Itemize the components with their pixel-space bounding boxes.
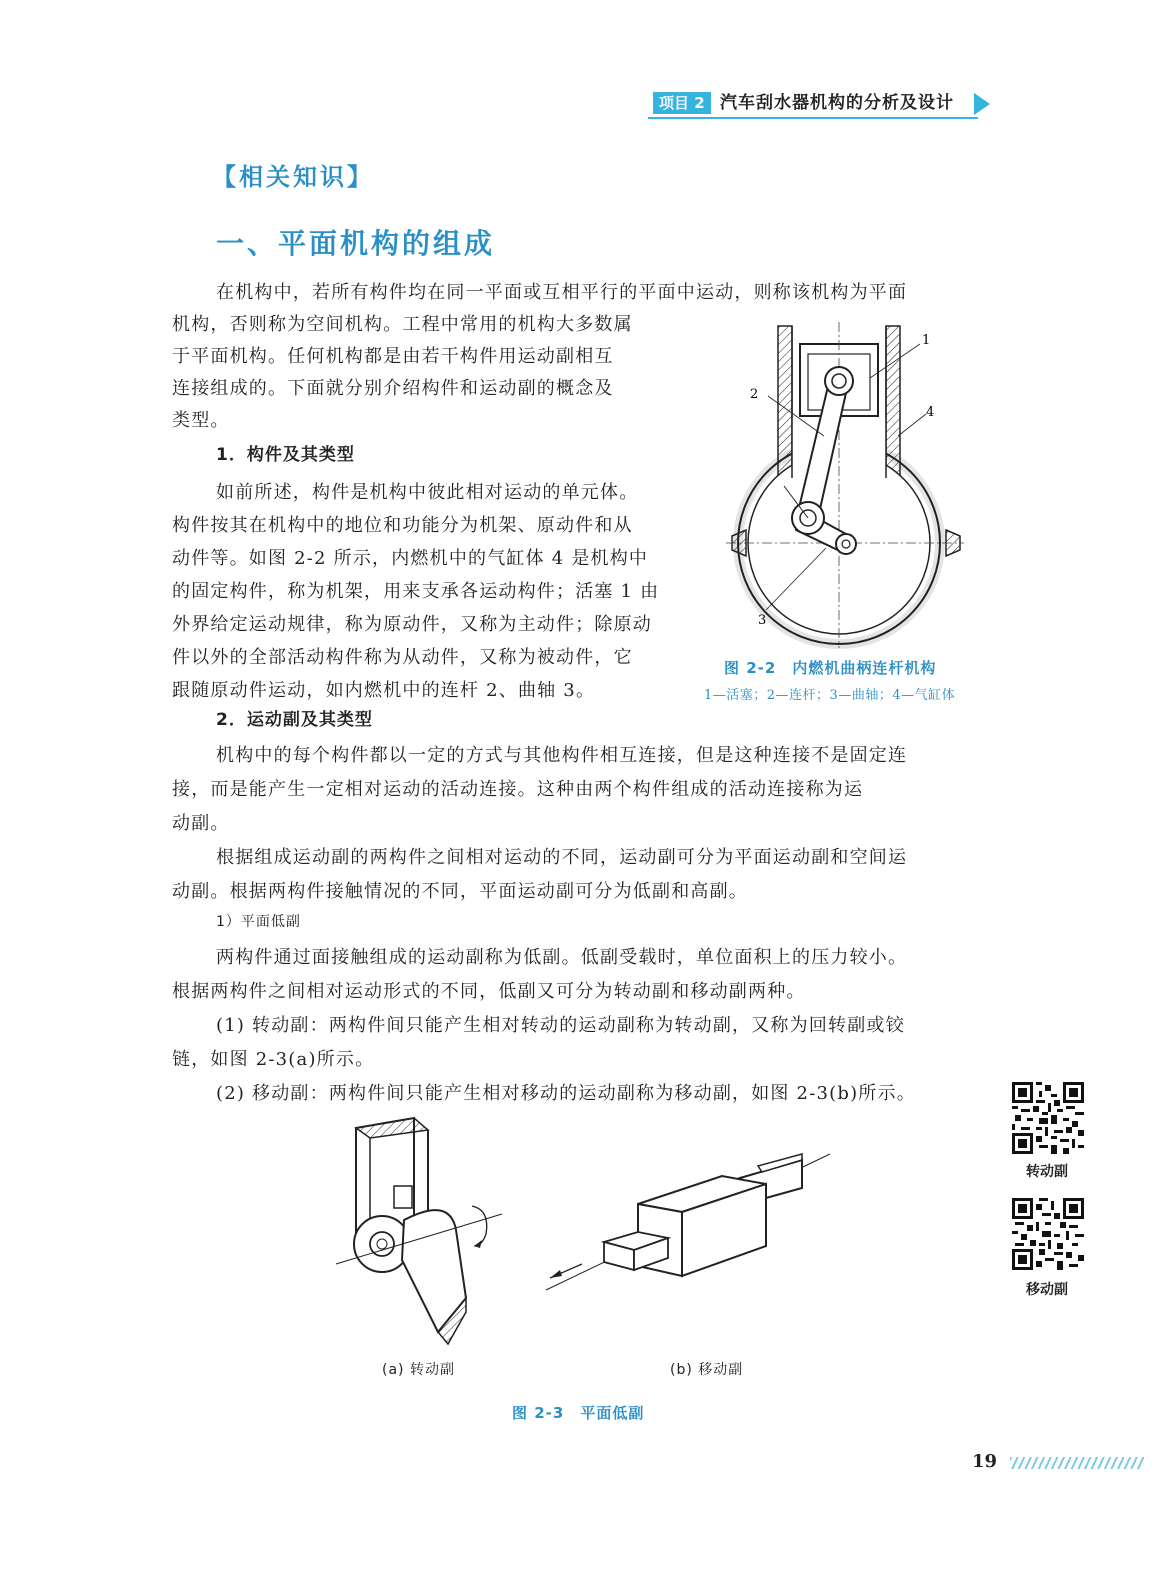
header-title: 汽车刮水器机构的分析及设计 (720, 93, 954, 113)
paragraph-line: 于平面机构。任何机构都是由若干构件用运动副相互 (172, 346, 614, 367)
figure-engine-crank-mechanism (720, 318, 990, 658)
header-project-tag: 项目 2 (653, 92, 711, 114)
page-number: 19 (972, 1451, 998, 1472)
paragraph-line: (1) 转动副：两构件间只能产生相对转动的运动副称为转动副，又称为回转副或铰 (216, 1015, 905, 1036)
figure-revolute-pair (330, 1110, 510, 1360)
subheading-kinematic-pairs: 2．运动副及其类型 (216, 710, 373, 730)
qr-code-revolute[interactable] (1012, 1082, 1084, 1154)
paragraph-line: 根据两构件之间相对运动形式的不同，低副又可分为转动副和移动副两种。 (172, 981, 806, 1002)
footer-stripes (1010, 1457, 1144, 1469)
paragraph-line: 连接组成的。下面就分别介绍构件和运动副的概念及 (172, 378, 614, 399)
paragraph-line: (2) 移动副：两构件间只能产生相对移动的运动副称为移动副，如图 2-3(b)所示。 (216, 1083, 916, 1104)
label-rod: 2 (750, 387, 759, 402)
paragraph-line: 件以外的全部活动构件称为从动件，又称为被动件，它 (172, 647, 633, 668)
paragraph-line: 类型。 (172, 410, 230, 431)
paragraph-line: 机构中的每个构件都以一定的方式与其他构件相互连接，但是这种连接不是固定连 (216, 745, 908, 766)
label-piston: 1 (922, 333, 931, 348)
paragraph-line: 构件按其在机构中的地位和功能分为机架、原动件和从 (172, 515, 633, 536)
paragraph-line: 根据组成运动副的两构件之间相对运动的不同，运动副可分为平面运动副和空间运 (216, 847, 908, 868)
paragraph-line: 链，如图 2-3(a)所示。 (172, 1049, 375, 1070)
subheading-components: 1．构件及其类型 (216, 445, 355, 465)
figure-2-3a-label: (a) 转动副 (382, 1362, 455, 1378)
figure-2-2-legend: 1—活塞；2—连杆；3—曲轴；4—气缸体 (704, 688, 956, 703)
label-cylinder: 4 (926, 405, 935, 420)
subheading-lower-pair: 1）平面低副 (216, 914, 301, 930)
qr-label-prismatic: 移动副 (1026, 1282, 1068, 1298)
figure-2-3b-label: (b) 移动副 (670, 1362, 744, 1378)
qr-code-prismatic[interactable] (1012, 1198, 1084, 1270)
section-title: 一、平面机构的组成 (216, 227, 496, 260)
paragraph-line: 的固定构件，称为机架，用来支承各运动构件；活塞 1 由 (172, 581, 660, 602)
qr-label-revolute: 转动副 (1026, 1164, 1068, 1180)
paragraph-line: 动件等。如图 2-2 所示，内燃机中的气缸体 4 是机构中 (172, 548, 649, 569)
paragraph-line: 接，而是能产生一定相对运动的活动连接。这种由两个构件组成的活动连接称为运 (172, 779, 864, 800)
paragraph-line: 跟随原动件运动，如内燃机中的连杆 2、曲轴 3。 (172, 680, 596, 701)
figure-2-3-caption: 图 2-3 平面低副 (512, 1404, 645, 1422)
paragraph-line: 动副。根据两构件接触情况的不同，平面运动副可分为低副和高副。 (172, 881, 748, 902)
paragraph-line: 动副。 (172, 813, 230, 834)
label-crank: 3 (758, 613, 767, 628)
section-label: 【相关知识】 (212, 163, 374, 191)
header-rule (648, 117, 978, 119)
header-arrow-icon (974, 93, 990, 115)
figure-2-2-caption: 图 2-2 内燃机曲柄连杆机构 (724, 659, 937, 677)
paragraph-line: 在机构中，若所有构件均在同一平面或互相平行的平面中运动，则称该机构为平面 (216, 282, 908, 303)
figure-prismatic-pair (540, 1140, 840, 1300)
paragraph-line: 外界给定运动规律，称为原动件，又称为主动件；除原动 (172, 614, 652, 635)
paragraph-line: 两构件通过面接触组成的运动副称为低副。低副受载时，单位面积上的压力较小。 (216, 947, 908, 968)
paragraph-line: 如前所述，构件是机构中彼此相对运动的单元体。 (216, 482, 639, 503)
paragraph-line: 机构，否则称为空间机构。工程中常用的机构大多数属 (172, 314, 633, 335)
